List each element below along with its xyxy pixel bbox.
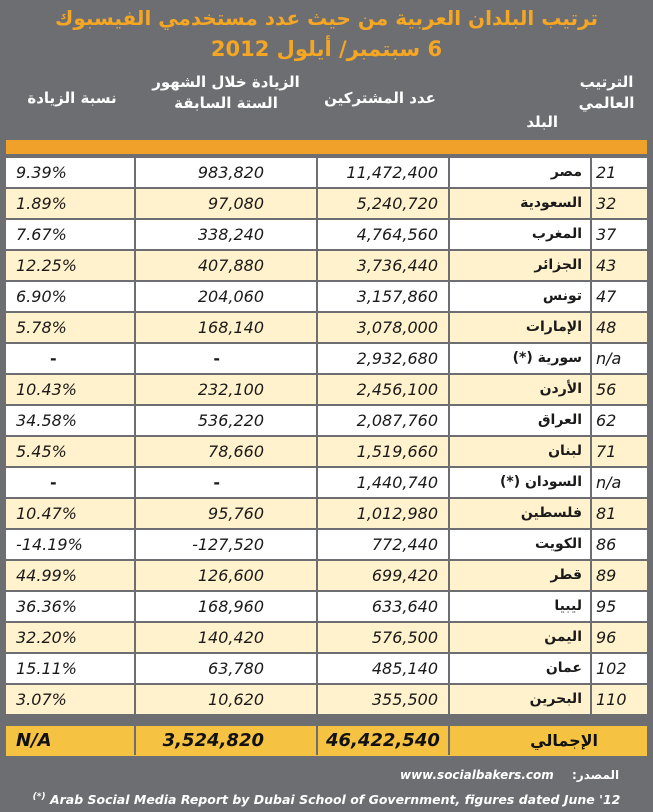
- header-increase: [140, 72, 312, 144]
- column-separator: [448, 654, 450, 683]
- table-row: [6, 685, 647, 714]
- increase-cell: 338,240: [197, 225, 264, 244]
- country-cell: فلسطين: [520, 505, 582, 521]
- country-cell: قطر: [550, 567, 582, 583]
- rank-cell: 95: [596, 597, 617, 616]
- percent-cell: -: [50, 349, 57, 368]
- total-increase: 3,524,820: [162, 730, 264, 751]
- rank-cell: 102: [596, 659, 627, 678]
- subscribers-cell: 699,420: [371, 566, 438, 585]
- subscribers-cell: 3,157,860: [356, 287, 438, 306]
- total-label: الإجمالي: [530, 731, 598, 750]
- percent-cell: 10.43%: [16, 380, 78, 399]
- column-separator: [134, 468, 136, 497]
- increase-cell: 10,620: [208, 690, 264, 709]
- column-separator: [316, 530, 318, 559]
- column-separator: [134, 375, 136, 404]
- footnote: [0, 786, 653, 808]
- increase-cell: 126,600: [197, 566, 264, 585]
- subscribers-cell: 485,140: [371, 659, 438, 678]
- column-separator: [134, 158, 136, 187]
- header-divider-bar: [6, 140, 647, 154]
- source-label: المصدر:: [572, 768, 620, 782]
- rank-cell: 86: [596, 535, 617, 554]
- column-separator: [590, 251, 592, 280]
- footnote-marker: (*): [32, 792, 46, 802]
- subscribers-cell: 576,500: [371, 628, 438, 647]
- percent-cell: 15.11%: [16, 659, 78, 678]
- column-separator: [316, 685, 318, 714]
- header-rank: [566, 72, 647, 144]
- rank-cell: 96: [596, 628, 617, 647]
- column-separator: [448, 313, 450, 342]
- table-row: [6, 344, 647, 373]
- column-separator: [316, 313, 318, 342]
- column-separator: [590, 437, 592, 466]
- column-separator: [448, 530, 450, 559]
- column-separator: [134, 344, 136, 373]
- subscribers-cell: 5,240,720: [356, 194, 438, 213]
- increase-cell: 97,080: [208, 194, 264, 213]
- percent-cell: 12.25%: [16, 256, 78, 275]
- header-rank-line1: الترتيب: [579, 73, 634, 91]
- header-rank-line2: العالمي: [578, 94, 635, 112]
- percent-cell: 10.47%: [16, 504, 78, 523]
- increase-cell: 204,060: [197, 287, 264, 306]
- column-separator: [134, 592, 136, 621]
- table-row: [6, 158, 647, 187]
- rank-cell: 71: [596, 442, 617, 461]
- rank-cell: 32: [596, 194, 617, 213]
- increase-cell: 140,420: [197, 628, 264, 647]
- column-separator: [448, 344, 450, 373]
- column-separator: [448, 189, 450, 218]
- header-increase-line1: الزيادة خلال الشهور: [152, 73, 300, 91]
- column-separator: [590, 530, 592, 559]
- rank-cell: 81: [596, 504, 617, 523]
- table-row: [6, 623, 647, 652]
- country-cell: لبنان: [548, 443, 582, 459]
- country-cell: اليمن: [544, 629, 582, 645]
- column-separator: [316, 592, 318, 621]
- column-separator: [448, 437, 450, 466]
- column-separator: [316, 189, 318, 218]
- column-separator: [448, 251, 450, 280]
- country-cell: عمان: [545, 660, 582, 676]
- rank-cell: 43: [596, 256, 617, 275]
- subscribers-cell: 1,440,740: [356, 473, 438, 492]
- column-separator: [590, 406, 592, 435]
- country-cell: العراق: [538, 412, 582, 428]
- table-row: [6, 592, 647, 621]
- table-row: [6, 499, 647, 528]
- column-separator: [134, 530, 136, 559]
- table-row: [6, 313, 647, 342]
- column-separator: [590, 623, 592, 652]
- increase-cell: 168,140: [197, 318, 264, 337]
- column-separator: [590, 158, 592, 187]
- column-separator: [316, 282, 318, 311]
- column-separator: [590, 313, 592, 342]
- column-separator: [590, 592, 592, 621]
- column-separator: [134, 282, 136, 311]
- country-cell: تونس: [542, 288, 582, 304]
- subscribers-cell: 3,078,000: [356, 318, 438, 337]
- increase-cell: 536,220: [197, 411, 264, 430]
- column-separator: [448, 623, 450, 652]
- column-separator: [316, 468, 318, 497]
- country-cell: السعودية: [520, 195, 582, 211]
- country-cell: سورية (*): [512, 350, 582, 366]
- table-row: [6, 406, 647, 435]
- column-separator: [448, 592, 450, 621]
- column-separator: [590, 468, 592, 497]
- table-row: [6, 437, 647, 466]
- subscribers-cell: 2,456,100: [356, 380, 438, 399]
- increase-cell: 407,880: [197, 256, 264, 275]
- table-row: [6, 251, 647, 280]
- country-cell: الجزائر: [534, 257, 582, 273]
- subscribers-cell: 1,012,980: [356, 504, 438, 523]
- total-percent: N/A: [16, 730, 52, 751]
- subscribers-cell: 1,519,660: [356, 442, 438, 461]
- column-separator: [316, 437, 318, 466]
- percent-cell: 9.39%: [16, 163, 67, 182]
- rank-cell: 48: [596, 318, 617, 337]
- column-separator: [590, 282, 592, 311]
- table-row: [6, 561, 647, 590]
- column-separator: [316, 726, 318, 755]
- percent-cell: 7.67%: [16, 225, 67, 244]
- subscribers-cell: 11,472,400: [346, 163, 438, 182]
- column-separator: [134, 437, 136, 466]
- country-cell: الأردن: [539, 381, 582, 397]
- table-row: [6, 530, 647, 559]
- column-separator: [316, 654, 318, 683]
- column-separator: [448, 406, 450, 435]
- country-cell: المغرب: [531, 226, 582, 242]
- column-separator: [448, 726, 450, 755]
- column-separator: [590, 220, 592, 249]
- rank-cell: 110: [596, 690, 627, 709]
- rank-cell: 37: [596, 225, 617, 244]
- country-cell: السودان (*): [499, 474, 582, 490]
- column-separator: [590, 654, 592, 683]
- increase-cell: 168,960: [197, 597, 264, 616]
- table-row: [6, 468, 647, 497]
- column-separator: [448, 282, 450, 311]
- header-increase-line2: الستة السابقة: [174, 94, 278, 112]
- subscribers-cell: 3,736,440: [356, 256, 438, 275]
- rank-cell: 56: [596, 380, 617, 399]
- percent-cell: 6.90%: [16, 287, 67, 306]
- country-cell: ليبيا: [554, 598, 582, 614]
- column-separator: [590, 375, 592, 404]
- column-separator: [134, 654, 136, 683]
- percent-cell: 36.36%: [16, 597, 78, 616]
- increase-cell: 63,780: [208, 659, 264, 678]
- table-row: [6, 375, 647, 404]
- column-separator: [590, 561, 592, 590]
- table-date: 6 سبتمبر/ أيلول 2012: [210, 37, 443, 61]
- subscribers-cell: 772,440: [371, 535, 438, 554]
- percent-cell: 32.20%: [16, 628, 78, 647]
- column-separator: [590, 499, 592, 528]
- increase-cell: -127,520: [192, 535, 264, 554]
- header-percent: نسبة الزيادة: [27, 89, 117, 107]
- column-separator: [134, 561, 136, 590]
- header-subscribers: عدد المشتركين: [324, 89, 436, 107]
- total-row: [6, 726, 647, 756]
- percent-cell: 1.89%: [16, 194, 67, 213]
- table-row: [6, 189, 647, 218]
- increase-cell: 78,660: [208, 442, 264, 461]
- column-separator: [448, 468, 450, 497]
- column-separator: [316, 251, 318, 280]
- column-separator: [316, 406, 318, 435]
- header-country: البلد: [526, 113, 558, 131]
- rank-cell: n/a: [596, 349, 622, 368]
- percent-cell: -14.19%: [16, 535, 83, 554]
- increase-cell: -: [213, 473, 220, 492]
- increase-cell: -: [213, 349, 220, 368]
- rank-cell: 62: [596, 411, 617, 430]
- column-separator: [448, 685, 450, 714]
- footnote-text: Arab Social Media Report by Dubai School of Government, figures dated June '12: [49, 792, 621, 808]
- column-separator: [316, 158, 318, 187]
- percent-cell: 5.45%: [16, 442, 67, 461]
- column-separator: [134, 499, 136, 528]
- percent-cell: 44.99%: [16, 566, 78, 585]
- rank-cell: 89: [596, 566, 617, 585]
- column-separator: [316, 499, 318, 528]
- percent-cell: 3.07%: [16, 690, 67, 709]
- table-title: ترتيب البلدان العربية من حيث عدد مستخدمي الفيسبوك: [54, 6, 598, 30]
- column-separator: [590, 344, 592, 373]
- country-cell: الكويت: [534, 536, 582, 552]
- source-url: [0, 766, 653, 784]
- rank-cell: 47: [596, 287, 617, 306]
- column-separator: [448, 499, 450, 528]
- column-separator: [134, 623, 136, 652]
- subscribers-cell: 2,932,680: [356, 349, 438, 368]
- column-separator: [448, 158, 450, 187]
- column-separator: [316, 561, 318, 590]
- column-separator: [448, 375, 450, 404]
- total-subscribers: 46,422,540: [326, 730, 440, 751]
- title-block: [0, 0, 653, 66]
- table-row: [6, 220, 647, 249]
- increase-cell: 983,820: [197, 163, 264, 182]
- subscribers-cell: 4,764,560: [356, 225, 438, 244]
- column-separator: [590, 685, 592, 714]
- percent-cell: -: [50, 473, 57, 492]
- increase-cell: 95,760: [208, 504, 264, 523]
- subscribers-cell: 2,087,760: [356, 411, 438, 430]
- column-separator: [316, 220, 318, 249]
- rank-cell: 21: [596, 163, 617, 182]
- column-separator: [134, 685, 136, 714]
- country-cell: مصر: [550, 164, 582, 180]
- percent-cell: 34.58%: [16, 411, 78, 430]
- column-separator: [134, 313, 136, 342]
- column-separator: [448, 220, 450, 249]
- source-url-text: www.socialbakers.com: [400, 768, 554, 782]
- column-separator: [134, 251, 136, 280]
- column-separator: [590, 189, 592, 218]
- column-separator: [316, 623, 318, 652]
- column-separator: [134, 220, 136, 249]
- table-row: [6, 654, 647, 683]
- table-row: [6, 282, 647, 311]
- column-separator: [134, 406, 136, 435]
- country-cell: البحرين: [529, 691, 582, 707]
- column-separator: [134, 726, 136, 755]
- subscribers-cell: 355,500: [371, 690, 438, 709]
- rank-cell: n/a: [596, 473, 622, 492]
- country-cell: الإمارات: [525, 319, 582, 335]
- subscribers-cell: 633,640: [371, 597, 438, 616]
- column-separator: [448, 561, 450, 590]
- increase-cell: 232,100: [197, 380, 264, 399]
- column-separator: [316, 375, 318, 404]
- column-separator: [134, 189, 136, 218]
- percent-cell: 5.78%: [16, 318, 67, 337]
- column-separator: [316, 344, 318, 373]
